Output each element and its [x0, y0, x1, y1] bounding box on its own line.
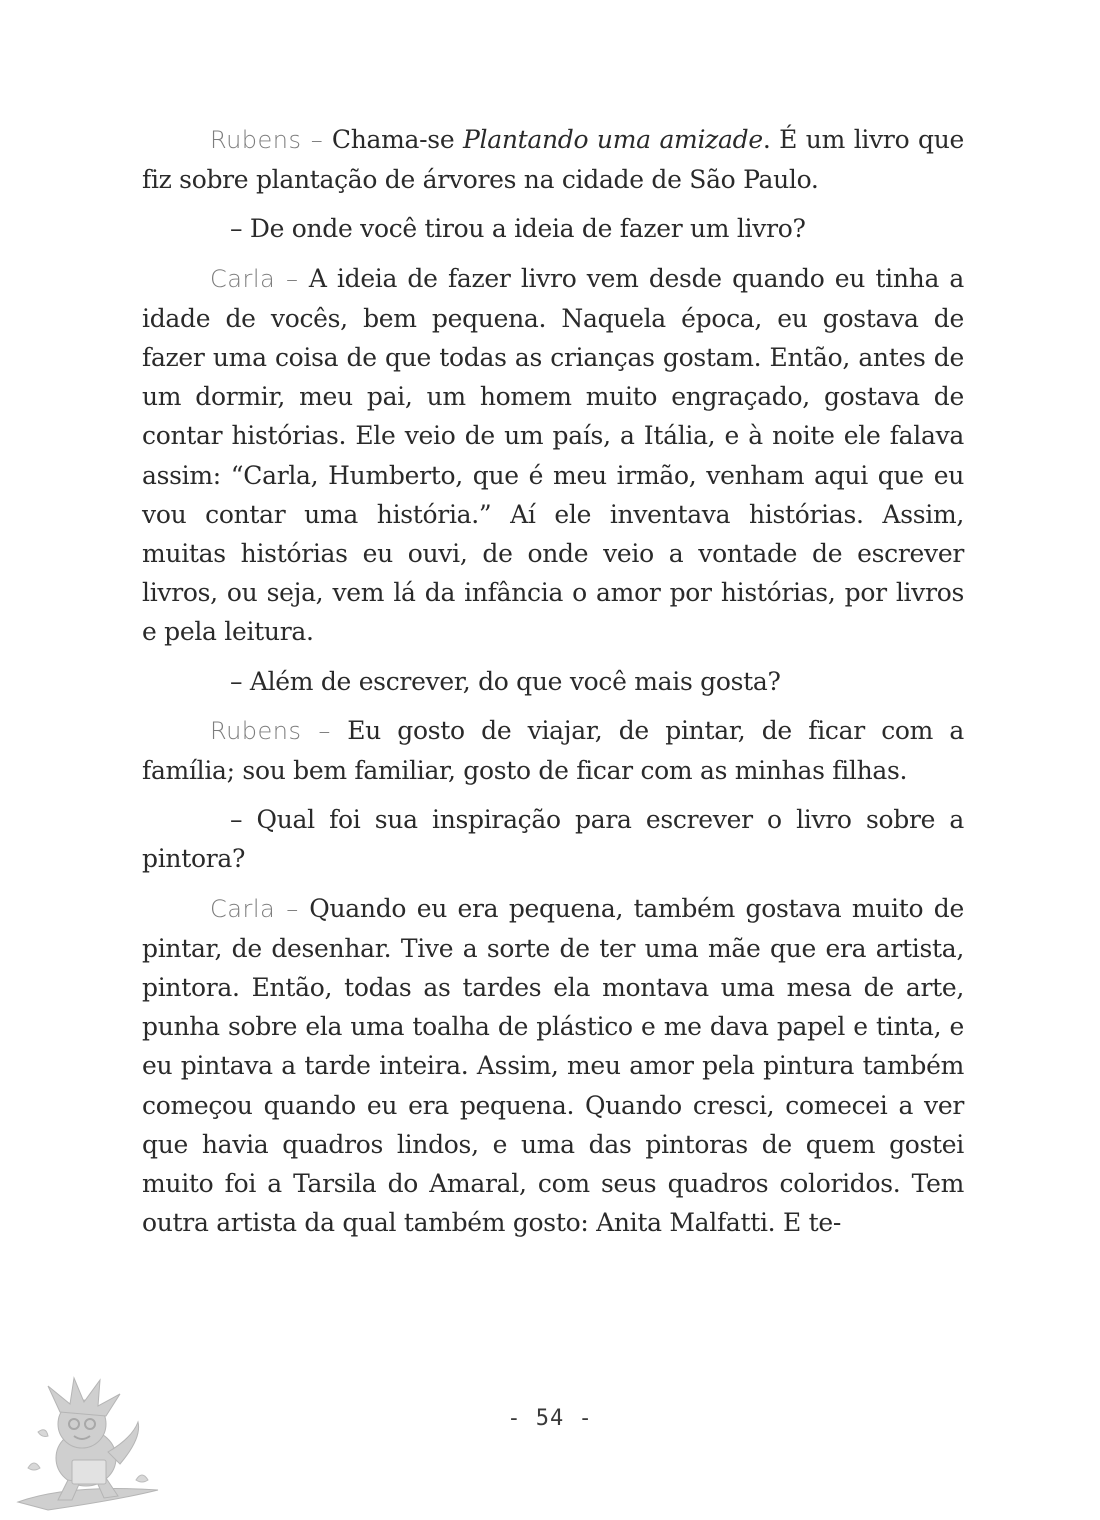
mascot-illustration-icon [8, 1372, 168, 1512]
book-title: Plantando uma amizade [463, 125, 763, 154]
paragraph-text: Quando eu era pequena, também gostava muito de pintar, de desenhar. Tive a sorte de ter uma mãe que era artista, pintora. Então, todas as tardes ela montava uma mesa de arte, punha sobre ela uma toalha de plástico e me dava papel e tinta, e eu pintava a tarde inteira. Assim, meu amor pela pintura também começou quando eu era pequena. Quando cresci, comecei a ver que havia quadros lindos, e uma das pintoras de quem gostei muito foi a Tarsila do Amaral, com seus quadros coloridos. Tem outra artista da qual também gosto: Anita Malfatti. E te- [142, 893, 964, 1238]
speaker-label: Rubens – [210, 126, 324, 154]
paragraph-text: . É um livro que fiz sobre plantação de árvores na cidade de São Paulo. [142, 125, 965, 195]
paragraph-text: Eu gosto de viajar, de pintar, de ficar com a família; sou bem familiar, gosto de ficar com as minhas filhas. [142, 715, 965, 786]
speaker-label: Carla – [210, 264, 299, 293]
question-2: – Além de escrever, do que você mais gosta? [230, 666, 781, 696]
body-text [142, 120, 964, 1252]
paragraph-text: A ideia de fazer livro vem desde quando eu tinha a idade de vocês, bem pequena. Naquela época, eu gostava de fazer uma coisa de que todas as crianças gostam. Então, antes de um dormir, meu pai, um homem muito engraçado, gostava de contar histórias. Ele veio de um país, a Itália, e à noite ele falava assim: “Carla, Humberto, que é meu irmão, venham aqui que eu vou contar uma história.” Aí ele inventava histórias. Assim, muitas histórias eu ouvi, de onde veio a vontade de escrever livros, ou seja, vem lá da infância o amor por histórias, por livros e pela leitura. [142, 263, 964, 647]
paragraph-rubens-1 [142, 120, 964, 199]
paragraph-carla-2 [142, 889, 964, 1243]
speaker-label: Rubens – [210, 716, 331, 745]
question-3: – Qual foi sua inspiração para escrever o livro sobre a pintora? [142, 805, 964, 874]
page-number: - 54 - [507, 1406, 593, 1431]
speaker-label: Carla – [210, 894, 299, 923]
paragraph-carla-1 [142, 259, 964, 652]
question-1: – De onde você tirou a ideia de fazer um livro? [230, 214, 806, 244]
paragraph-rubens-2 [142, 711, 964, 790]
paragraph-text: Chama-se [323, 125, 464, 154]
